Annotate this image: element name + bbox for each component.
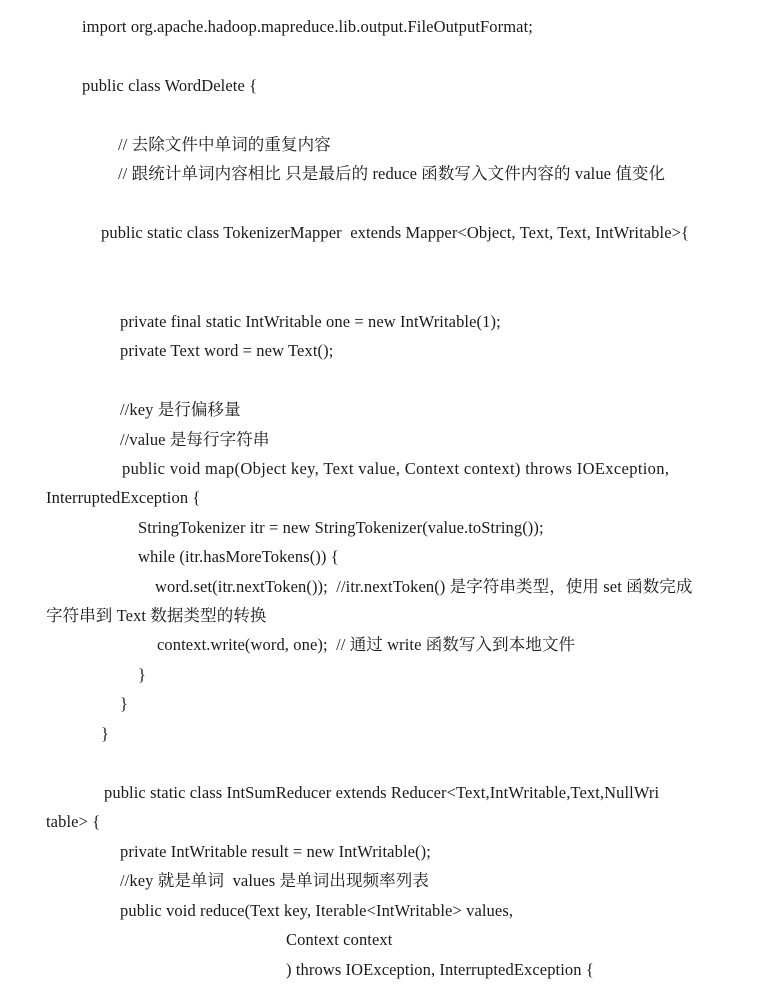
- code-line-comment: // 跟统计单词内容相比 只是最后的 reduce 函数写入文件内容的 value 值变化: [118, 164, 666, 183]
- code-line-brace: }: [101, 724, 110, 743]
- code-line-reduce-throws: ) throws IOException, InterruptedException {: [286, 960, 594, 979]
- code-line-statement: word.set(itr.nextToken()); //itr.nextToken() 是字符串类型，使用 set 函数完成: [155, 577, 693, 596]
- code-line-field: private final static IntWritable one = new IntWritable(1);: [120, 312, 501, 331]
- code-line-field: private Text word = new Text();: [120, 341, 334, 360]
- code-line-reducer-class: public static class IntSumReducer extends Reducer<Text,IntWritable,Text,NullWri: [104, 783, 660, 802]
- code-line-statement: context.write(word, one); // 通过 write 函数写入到本地文件: [157, 635, 576, 654]
- code-line-comment: //value 是每行字符串: [120, 430, 270, 449]
- code-line-comment: //key 是行偏移量: [120, 400, 241, 419]
- code-line-class-declaration: public class WordDelete {: [82, 76, 258, 95]
- code-line-import: import org.apache.hadoop.mapreduce.lib.output.FileOutputFormat;: [82, 17, 533, 36]
- code-line-map-method-cont: InterruptedException {: [46, 488, 201, 507]
- code-line-statement: StringTokenizer itr = new StringTokenizer(value.toString());: [138, 518, 544, 537]
- code-line-brace: }: [138, 665, 147, 684]
- code-line-reduce-method: public void reduce(Text key, Iterable<IntWritable> values,: [120, 901, 514, 920]
- code-line-field: private IntWritable result = new IntWritable();: [120, 842, 431, 861]
- code-line-reducer-class-cont: table> {: [46, 812, 101, 831]
- code-line-mapper-class: public static class TokenizerMapper extends Mapper<Object, Text, Text, IntWritable>{: [101, 223, 690, 242]
- code-line-comment: // 去除文件中单词的重复内容: [118, 135, 331, 154]
- code-line-comment: //key 就是单词 values 是单词出现频率列表: [120, 871, 429, 890]
- code-line-while: while (itr.hasMoreTokens()) {: [138, 547, 339, 566]
- code-line-reduce-param: Context context: [286, 930, 393, 949]
- code-line-comment-cont: 字符串到 Text 数据类型的转换: [46, 606, 267, 625]
- code-line-map-method: public void map(Object key, Text value, Context context) throws IOException,: [122, 459, 670, 478]
- code-line-brace: }: [120, 694, 129, 713]
